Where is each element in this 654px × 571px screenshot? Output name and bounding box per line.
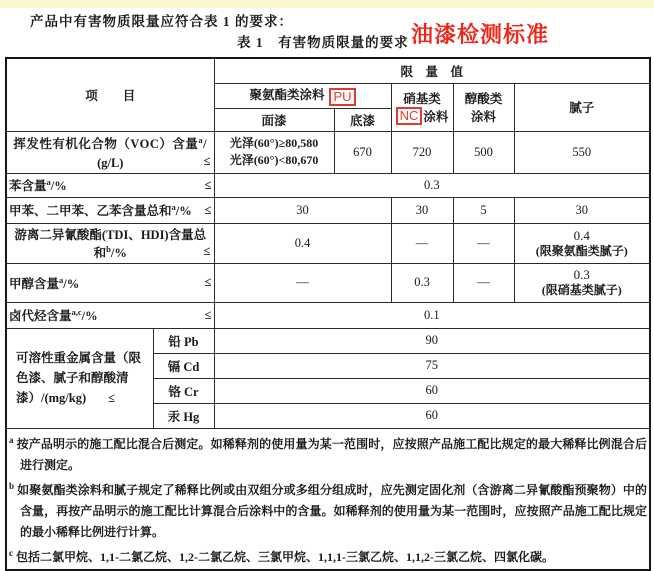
header-polyurethane-group	[214, 83, 391, 108]
tdi-nitro-value: —	[391, 223, 453, 263]
header-item: 项 目	[6, 58, 214, 131]
methanol-pu-value: —	[214, 263, 391, 302]
metals-label: 可溶性重金属含量（限色漆、腻子和醇酸清漆）/(mg/kg)	[16, 351, 142, 405]
benzene-label-cell	[6, 173, 214, 197]
footnote-c-marker: c	[9, 547, 13, 558]
toluene-le-symbol: ≤	[204, 202, 212, 217]
metal-name-chromium: 铬 Cr	[153, 378, 214, 403]
toluene-suffix: /%	[175, 204, 192, 218]
tdi-putty-value: 0.4	[573, 227, 590, 243]
benzene-value-all: 0.3	[214, 173, 650, 197]
footnote-b-text: 如聚氨酯类涂料和腻子规定了稀释比例或由双组分或多组分组成时，应先测定固化剂（含游离二异氰酸酯预聚物）中的含量，再按产品明示的施工配比计算混合后涂料中的含量。如稀释剂的使用量为某一范围时，应按照产品施工配比规定的最小稀释比例进行计算。	[17, 482, 648, 539]
footnote-a-text: 按产品明示的施工配比混合后测定。如稀释剂的使用量为某一范围时，应按照产品施工配比规定的最大稀释比例混合后进行测定。	[16, 436, 648, 472]
page-top-strip	[0, 0, 654, 8]
voc-unit: (g/L)	[97, 155, 124, 170]
row-toluene	[6, 197, 650, 223]
header-topcoat: 面漆	[214, 108, 334, 131]
halogenated-le-symbol: ≤	[204, 307, 212, 322]
methanol-putty-cell	[514, 263, 650, 302]
pu-annotation-box: PU	[329, 88, 355, 106]
toluene-pu-value: 30	[214, 197, 391, 223]
tdi-footnote-mark: b	[106, 243, 111, 254]
polyurethane-label: 聚氨酯类涂料	[249, 88, 325, 103]
row-tdi	[6, 223, 650, 263]
metal-value-lead: 90	[214, 328, 650, 353]
metal-value-cadmium: 75	[214, 353, 650, 378]
nitro-label-line1: 硝基类	[403, 92, 441, 106]
footnotes-row	[6, 428, 650, 570]
footnote-b	[9, 476, 647, 543]
methanol-alkyd-value: —	[453, 263, 514, 302]
voc-label: 挥发性有机化合物（VOC）含量	[13, 136, 199, 151]
methanol-le-symbol: ≤	[204, 275, 212, 289]
nitro-label-line2: 涂料	[423, 110, 449, 124]
metal-value-chromium: 60	[214, 378, 650, 403]
metal-value-mercury: 60	[214, 403, 650, 428]
toluene-putty-value: 30	[514, 197, 650, 223]
footnote-a	[9, 430, 647, 476]
footnote-c-text: 包括二氯甲烷、1,1-二氯乙烷、1,2-二氯乙烷、三氯甲烷、1,1,1-三氯乙烷、1,1,2-三氯乙烷、四氯化碳。	[16, 549, 554, 564]
voc-nitro-value: 720	[391, 131, 453, 173]
row-metal-lead	[6, 328, 650, 353]
header-row-limit	[6, 58, 650, 83]
benzene-footnote-mark: a	[46, 176, 51, 187]
benzene-le-symbol: ≤	[204, 177, 212, 192]
metal-name-cadmium: 镉 Cd	[153, 353, 214, 378]
benzene-label: 苯含量	[9, 179, 47, 193]
footnote-b-marker: b	[9, 480, 15, 491]
voc-gloss-cell	[214, 131, 334, 173]
harmful-substance-limits-table	[5, 57, 651, 571]
methanol-label-cell	[6, 263, 214, 302]
metal-name-mercury: 汞 Hg	[153, 403, 214, 428]
toluene-label: 甲苯、二甲苯、乙苯含量总和	[9, 204, 172, 218]
header-putty: 腻子	[514, 83, 650, 131]
table-caption: 表 1 有害物质限量的要求	[237, 35, 409, 50]
tdi-putty-note: (限聚氨酯类腻子)	[535, 243, 628, 258]
methanol-footnote-mark: a	[59, 274, 64, 285]
tdi-label: 游离二异氰酸酯(TDI、HDI)含量总和	[14, 228, 207, 260]
alkyd-label-line2: 涂料	[471, 110, 497, 124]
benzene-suffix: /%	[50, 179, 67, 193]
tdi-label-cell	[6, 223, 214, 263]
halogenated-label: 卤代烃含量	[9, 309, 72, 323]
halogenated-footnote-mark: a,c	[71, 306, 82, 317]
voc-label-cell	[6, 131, 214, 173]
toluene-footnote-mark: a	[171, 201, 176, 212]
row-voc	[6, 131, 650, 173]
alkyd-label-line1: 醇酸类	[464, 92, 503, 106]
voc-primer-value: 670	[334, 131, 391, 173]
toluene-label-cell	[6, 197, 214, 223]
metal-name-lead: 铅 Pb	[153, 328, 214, 353]
methanol-nitro-value: 0.3	[391, 263, 453, 302]
red-annotation-text: 油漆检测标准	[411, 22, 550, 47]
voc-gloss-low: 光泽(60°)<80,670	[229, 153, 319, 167]
header-limit-value: 限 量 值	[214, 58, 650, 83]
metals-le-symbol: ≤	[108, 391, 116, 405]
tdi-alkyd-value: —	[453, 223, 514, 263]
tdi-suffix: /%	[110, 246, 127, 260]
toluene-nitro-value: 30	[391, 197, 453, 223]
methanol-label: 甲醇含量	[9, 276, 60, 291]
row-methanol	[6, 263, 650, 302]
voc-footnote-mark: a	[198, 134, 204, 145]
row-halogenated	[6, 302, 650, 328]
methanol-suffix: /%	[63, 276, 80, 291]
footnote-a-marker: a	[9, 434, 14, 445]
footnotes-cell	[6, 428, 650, 570]
tdi-putty-cell	[514, 223, 650, 263]
halogenated-suffix: /%	[81, 309, 98, 323]
header-primer: 底漆	[334, 108, 391, 131]
intro-text: 产品中有害物质限量应符合表 1 的要求：	[30, 14, 293, 29]
header-alkyd-coatings	[453, 83, 514, 131]
voc-putty-value: 550	[514, 131, 650, 173]
toluene-alkyd-value: 5	[453, 197, 514, 223]
nc-annotation-box: NC	[396, 107, 423, 125]
voc-slash: /	[203, 136, 208, 151]
footnote-c	[9, 543, 647, 568]
tdi-le-symbol: ≤	[203, 244, 211, 258]
header-nitro-coatings	[391, 83, 453, 131]
halogenated-label-cell	[6, 302, 214, 328]
methanol-putty-note: (限硝基类腻子)	[541, 283, 622, 297]
voc-alkyd-value: 500	[453, 131, 514, 173]
metals-label-cell	[6, 328, 153, 428]
row-benzene	[6, 173, 650, 197]
tdi-pu-value: 0.4	[214, 223, 391, 263]
voc-le-symbol: ≤	[203, 153, 211, 168]
voc-gloss-high: 光泽(60°)≥80,580	[229, 136, 319, 150]
halogenated-value-all: 0.1	[214, 302, 650, 328]
methanol-putty-value: 0.3	[573, 267, 590, 282]
